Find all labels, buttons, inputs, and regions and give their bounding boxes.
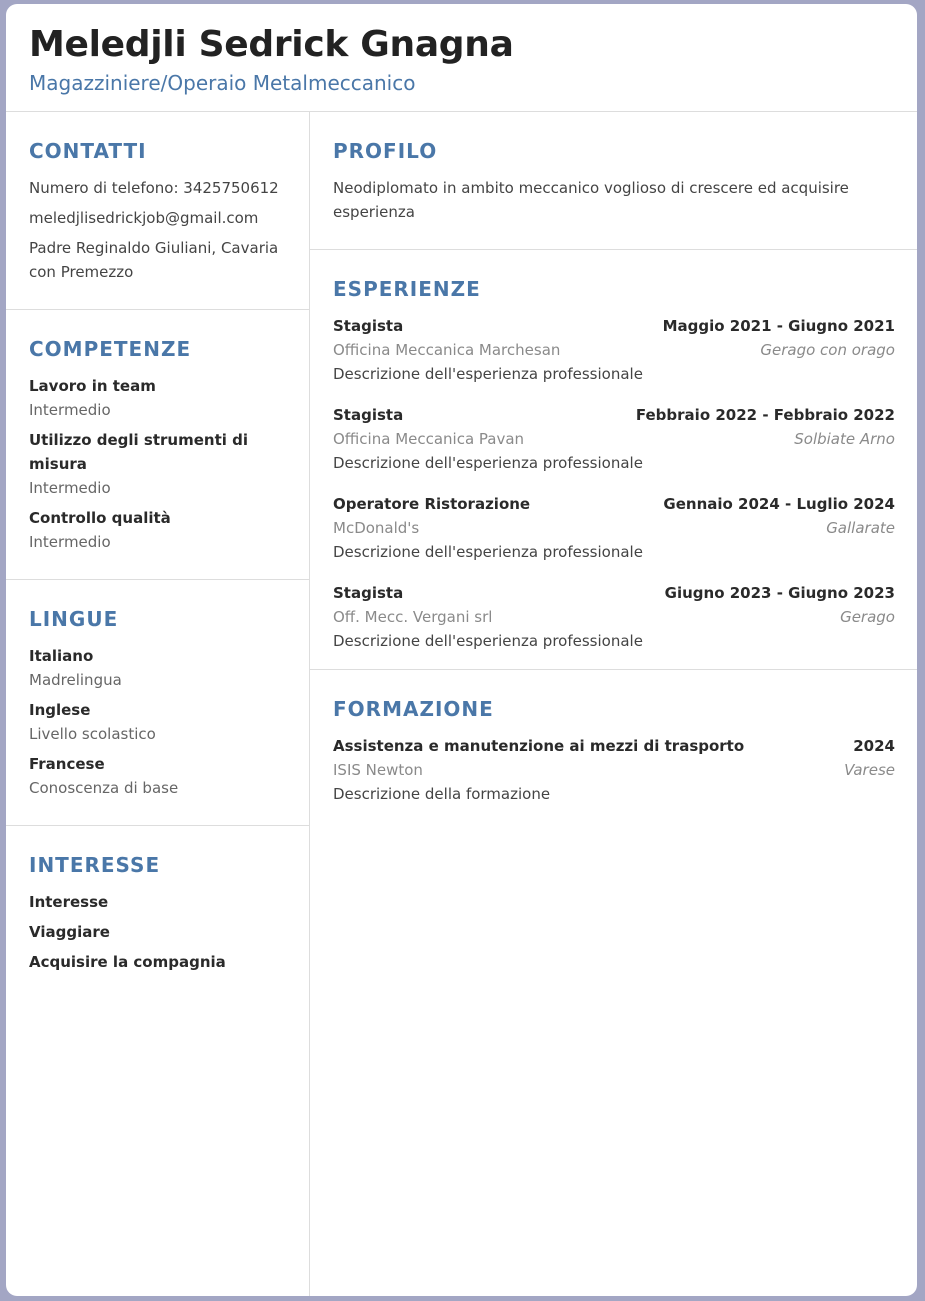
- profile-section: [310, 112, 917, 250]
- contact-phone: Numero di telefono: 3425750612: [29, 179, 279, 197]
- skill-name: Controllo qualità: [29, 509, 171, 527]
- skill-level: Intermedio: [29, 401, 111, 419]
- experience-description: Descrizione dell'esperienza professionale: [333, 632, 643, 650]
- experience-company: Officina Meccanica Marchesan: [333, 341, 561, 359]
- skill-name: Utilizzo degli strumenti di misura: [29, 431, 248, 473]
- contacts-section: [6, 112, 309, 310]
- profile-title: PROFILO: [333, 139, 438, 163]
- candidate-name: Meledjli Sedrick Gnagna: [29, 24, 514, 65]
- skill-level: Intermedio: [29, 479, 111, 497]
- interest-item: Interesse: [29, 893, 109, 911]
- experience-item: [333, 403, 895, 475]
- language-name: Francese: [29, 755, 105, 773]
- contacts-title: CONTATTI: [29, 139, 147, 163]
- skills-section: [6, 310, 309, 580]
- profile-text: Neodiplomato in ambito meccanico voglioso di crescere ed acquisire esperienza: [333, 179, 849, 221]
- contact-email: meledjlisedrickjob@gmail.com: [29, 209, 259, 227]
- experience-role: Operatore Ristorazione: [333, 495, 531, 513]
- contact-address: Padre Reginaldo Giuliani, Cavaria con Premezzo: [29, 239, 279, 281]
- interest-item: Viaggiare: [29, 923, 110, 941]
- skill-item: [29, 506, 287, 554]
- language-level: Livello scolastico: [29, 725, 156, 743]
- experience-role: Stagista: [333, 317, 404, 335]
- experience-location: Gerago: [840, 608, 895, 626]
- education-item: [333, 734, 895, 806]
- experience-section: [310, 250, 917, 670]
- skill-item: [29, 428, 287, 500]
- cv-sheet: [6, 4, 917, 1296]
- experience-title: ESPERIENZE: [333, 277, 481, 301]
- skills-title: COMPETENZE: [29, 337, 192, 361]
- cv-header: [6, 4, 917, 112]
- language-level: Conoscenza di base: [29, 779, 179, 797]
- skill-name: Lavoro in team: [29, 377, 156, 395]
- languages-section: [6, 580, 309, 826]
- education-description: Descrizione della formazione: [333, 785, 551, 803]
- skill-item: [29, 374, 287, 422]
- experience-description: Descrizione dell'esperienza professionale: [333, 543, 643, 561]
- experience-company: Off. Mecc. Vergani srl: [333, 608, 493, 626]
- experience-description: Descrizione dell'esperienza professionale: [333, 454, 643, 472]
- experience-item: [333, 314, 895, 386]
- interest-item: Acquisire la compagnia: [29, 953, 226, 971]
- experience-item: [333, 492, 895, 564]
- education-title: FORMAZIONE: [333, 697, 494, 721]
- experience-dates: Gennaio 2024 - Luglio 2024: [663, 495, 895, 513]
- experience-location: Solbiate Arno: [794, 430, 895, 448]
- experience-role: Stagista: [333, 584, 404, 602]
- experience-dates: Febbraio 2022 - Febbraio 2022: [635, 406, 895, 424]
- language-item: [29, 644, 287, 692]
- right-column: [310, 112, 917, 1296]
- languages-title: LINGUE: [29, 607, 119, 631]
- experience-company: Officina Meccanica Pavan: [333, 430, 525, 448]
- experience-dates: Giugno 2023 - Giugno 2023: [664, 584, 895, 602]
- skill-level: Intermedio: [29, 533, 111, 551]
- education-location: Varese: [844, 761, 895, 779]
- experience-company: McDonald's: [333, 519, 420, 537]
- language-name: Inglese: [29, 701, 91, 719]
- experience-location: Gallarate: [826, 519, 895, 537]
- experience-location: Gerago con orago: [760, 341, 895, 359]
- education-school: ISIS Newton: [333, 761, 423, 779]
- education-degree: Assistenza e manutenzione ai mezzi di trasporto: [333, 737, 745, 755]
- language-item: [29, 698, 287, 746]
- language-name: Italiano: [29, 647, 94, 665]
- experience-description: Descrizione dell'esperienza professionale: [333, 365, 643, 383]
- education-year: 2024: [853, 737, 895, 755]
- interests-section: [6, 826, 309, 974]
- education-section: [310, 670, 917, 806]
- language-level: Madrelingua: [29, 671, 122, 689]
- candidate-role: Magazziniere/Operaio Metalmeccanico: [29, 71, 416, 95]
- interests-title: INTERESSE: [29, 853, 161, 877]
- language-item: [29, 752, 287, 800]
- experience-role: Stagista: [333, 406, 404, 424]
- experience-item: [333, 581, 895, 653]
- left-column: [6, 112, 310, 1296]
- experience-dates: Maggio 2021 - Giugno 2021: [662, 317, 895, 335]
